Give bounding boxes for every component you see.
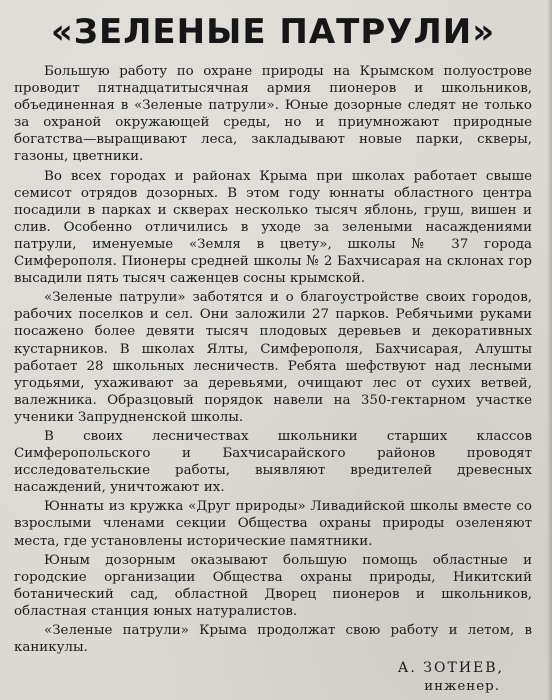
article-body (14, 63, 532, 656)
article-paragraph: Юным дозорным оказывают большую помощь областные и городские организации Общества охраны природы, Никитский ботанический сад, областной Дворец пионеров и школьников, областная станция юных натуралистов. (14, 552, 532, 619)
article-headline: «ЗЕЛЕНЫЕ ПАТРУЛИ» (50, 12, 496, 52)
article-paragraph: Большую работу по охране природы на Крымском полуострове проводит пятнадцатитысячная армия пионеров и школьников, объединенная в «Зеленые патрули». Юные дозорные следят не только за охраной окружающей среды, но и приумножают природные богатства—выращивают леса, закладывают новые парки, скверы, газоны, цветники. (14, 64, 532, 165)
article-paragraph: Юннаты из кружка «Друг природы» Ливадийской школы вместе со взрослыми членами секции Общества охраны природы озеленяют места, где установлены исторические памятники. (14, 499, 532, 549)
article-paragraph: В своих лесничествах школьники старших классов Симферопольского и Бахчисарайского районов проводят исследовательские работы, выявляют вредителей древесных насаждений, уничтожают их. (14, 428, 532, 496)
article-paragraph: «Зеленые патрули» Крыма продолжат свою работу и летом, в каникулы. (14, 623, 532, 656)
article-paragraph: Во всех городах и районах Крыма при школах работает свыше семисот отрядов дозорных. В этом году юннаты областного центра посадили в парках и скверах несколько тысяч яблонь, груш, вишен и слив. Особенно отличились в уходе за зелеными насаждениями патрули, именуемые «Земля в цвету», школы № 37 города Симферополя. Пионеры средней школы № 2 Бахчисарая на склонах гор высадили пять тысяч саженцев сосны крымской. (14, 168, 532, 287)
author-name: А. ЗОТИЕВ, (397, 660, 504, 677)
page-edge-shadow (547, 0, 552, 700)
article-signature (14, 659, 532, 696)
article-paragraph: «Зеленые патрули» заботятся и о благоустройстве своих городов, рабочих поселков и сел. Они заложили 27 парков. Ребячьими руками посажено более девяти тысяч плодовых деревьев и декоративных кустарников. В школах Ялты, Симферополя, Бахчисарая, Алушты работает 28 школьных лесничеств. Ребята шефствуют над лесными угодьями, ухаживают за деревьями, очищают лес от сухих ветвей, валежника. Образцовый порядок навели на 350-гектарном участке ученики Запрудненской школы. (14, 290, 532, 425)
author-title: инженер. (424, 679, 500, 695)
